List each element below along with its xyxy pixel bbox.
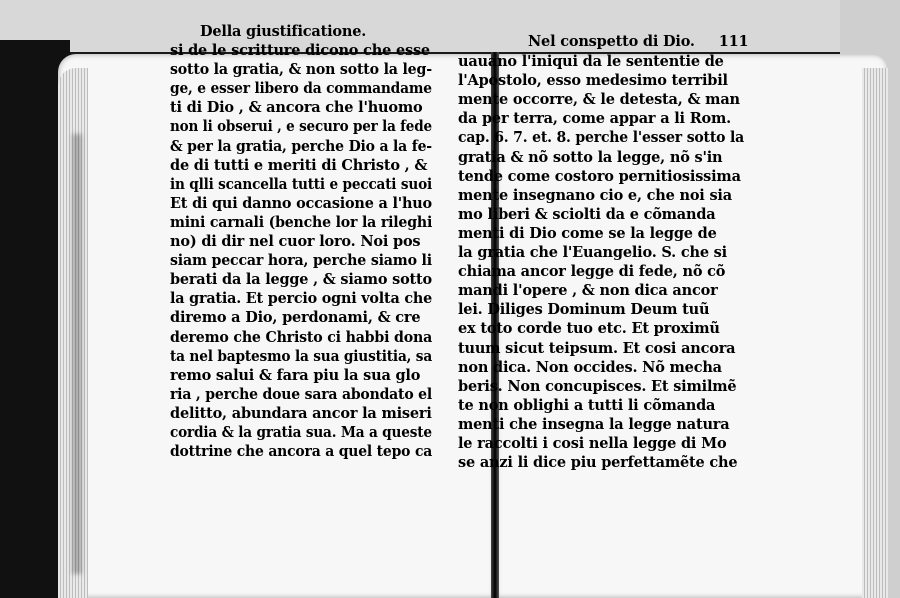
- text-line: mente occorre, & le detesta, & man: [458, 91, 740, 109]
- text-line: le raccolti i cosi nella legge di Mo: [458, 434, 727, 452]
- text-line: mente insegnano cio e, che noi sia: [458, 186, 732, 204]
- text-line: ta nel baptesmo la sua giustitia, sa: [170, 347, 433, 365]
- text-line: sotto la gratia, & non sotto la leg-: [170, 61, 432, 79]
- text-line: deremo che Christo ci habbi dona: [170, 328, 433, 346]
- text-line: se anzi li dice piu perfettamẽte che: [458, 454, 738, 472]
- right-page-text: [458, 32, 748, 472]
- text-line: no) di dir nel cuor loro. Noi pos: [170, 233, 421, 251]
- text-line: gratia & nõ sotto la legge, nõ s'in: [458, 148, 723, 166]
- text-line: mo liberi & sciolti da e cõmanda: [458, 205, 716, 223]
- left-page-text: [170, 22, 440, 461]
- text-line: siam peccar hora, perche siamo li: [170, 252, 432, 270]
- page-edges-right: [862, 68, 888, 598]
- text-line: da per terra, come appar a li Rom.: [458, 110, 732, 128]
- text-line: diremo a Dio, perdonami, & cre: [170, 309, 421, 327]
- text-line: ria , perche doue sara abondato el: [170, 385, 433, 403]
- text-line: in qlli scancella tutti e peccati suoi: [170, 175, 432, 193]
- text-line: uauano l'iniqui da le sententie de: [458, 53, 724, 71]
- text-line: ge, e esser libero da commandame: [170, 80, 432, 98]
- text-line: tuum sicut teipsum. Et cosi ancora: [458, 339, 736, 357]
- text-line: si de le scritture dicono che esse: [170, 42, 430, 60]
- text-line: la gratia che l'Euangelio. S. che si: [458, 244, 727, 262]
- page-number: 111: [718, 33, 749, 50]
- text-line: delitto, abundara ancor la miseri: [170, 404, 432, 422]
- text-line: dottrine che ancora a quel tepo ca: [170, 443, 433, 461]
- text-line: l'Apostolo, esso medesimo terribil: [458, 72, 728, 90]
- text-line: menti che insegna la legge natura: [458, 415, 730, 433]
- text-line: berati da la legge , & siamo sotto: [170, 271, 432, 289]
- text-line: mini carnali (benche lor la rileghi: [170, 213, 433, 231]
- text-line: cordia & la gratia sua. Ma a queste: [170, 423, 432, 441]
- text-line: la gratia. Et percio ogni volta che: [170, 290, 433, 308]
- text-line: de di tutti e meriti di Christo , &: [170, 156, 428, 174]
- text-line: menti di Dio come se la legge de: [458, 224, 717, 242]
- right-page-header-line: [458, 32, 748, 51]
- text-line: ex toto corde tuo etc. Et proximũ: [458, 320, 720, 338]
- text-line: mandi l'opere , & non dica ancor: [458, 282, 718, 300]
- text-line: & per la gratia, perche Dio a la fe-: [170, 137, 432, 155]
- text-line: tende come costoro pernitiosissima: [458, 167, 741, 185]
- left-page-header: Della giustificatione.: [200, 23, 367, 40]
- text-line: beris. Non concupisces. Et similmẽ: [458, 377, 737, 395]
- text-line: non dica. Non occides. Nõ mecha: [458, 358, 722, 376]
- page-stain: [72, 134, 82, 574]
- background-top: [0, 0, 900, 52]
- right-page-header: Nel conspetto di Dio.: [528, 33, 695, 50]
- text-line: chiama ancor legge di fede, nõ cõ: [458, 263, 726, 281]
- text-line: ti di Dio , & ancora che l'huomo: [170, 99, 423, 117]
- text-line: remo salui & fara piu la sua glo: [170, 366, 421, 384]
- text-line: cap. 6. 7. et. 8. perche l'esser sotto la: [458, 129, 744, 147]
- text-line: Et di qui danno occasione a l'huo: [170, 194, 432, 212]
- text-line: lei. Diliges Dominum Deum tuũ: [458, 301, 710, 319]
- text-line: non li obserui , e securo per la fede: [170, 118, 432, 136]
- text-line: te non oblighi a tutti li cõmanda: [458, 396, 716, 414]
